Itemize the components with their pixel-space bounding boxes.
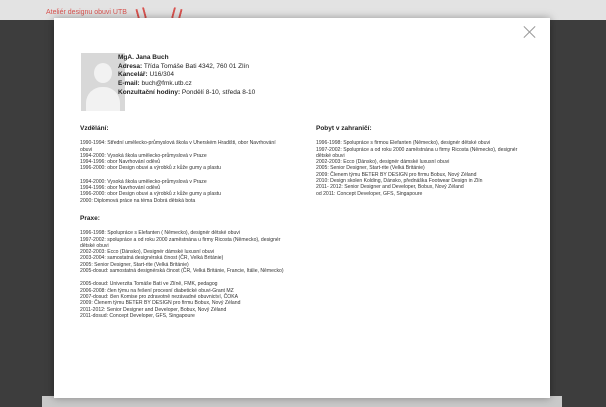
address-line: [118, 63, 255, 72]
abroad-entry: 2005: Senior Designer, Start-rite (Velká Británie): [316, 165, 425, 172]
practice-entry: 2003-2004: samostatná designérská činost (ČR, Velká Británie): [80, 255, 224, 262]
email-line: [118, 80, 255, 89]
abroad-title: Pobyt v zahraničí:: [316, 125, 372, 132]
practice-entry: 1996-1998: Spolupráce s Elefanten ( Německo), designér dětské obuvi: [80, 230, 240, 237]
abroad-entry: 2011- 2012: Senior Designer and Developer, Bobux, Nový Zéland: [316, 184, 464, 191]
right-column: [316, 126, 526, 197]
practice-entry: 1997-2002: spolupráce a od roku 2000 zaměstnána u firmy Ricosta (Německo), designér dětské obuvi: [80, 236, 281, 249]
education-entry: 1994-2000: Vysoká škola umělecko-průmyslová v Praze: [80, 152, 207, 159]
abroad-entry: 2010: Design skolen Kolding, Dánsko, přednáška Footwear Design in Zlín: [316, 178, 483, 185]
profile-modal: [54, 18, 550, 398]
address-label: Adresa:: [118, 62, 143, 70]
abroad-entry: 2009: Členem týmu BETER BY DESIGN pro firmu Bobux, Nový Zéland: [316, 171, 477, 178]
person-name: MgA. Jana Buch: [118, 54, 169, 61]
brand-link[interactable]: Ateliér designu obuvi UTB: [46, 9, 127, 16]
office-line: [118, 71, 255, 80]
office-label: Kancelář:: [118, 71, 148, 79]
avatar-head-shape: [94, 63, 112, 83]
spacer: [80, 274, 285, 281]
contact-info: [118, 54, 255, 98]
education-entry: 1994-2000: Vysoká škola umělecko-průmyslová v Praze: [80, 178, 207, 185]
practice-entry: 2007-dosud: člen Komise pro zdravotně nezávadné obuvnictví, ČOKA: [80, 293, 238, 300]
email-value[interactable]: buch@fmk.utb.cz: [141, 80, 192, 88]
office-value: U16/304: [149, 71, 175, 79]
abroad-entry: 1997-2002: Spolupráce a od roku 2000 zaměstnána u firmy Ricosta (Německo), designér dětské obuvi: [316, 146, 518, 159]
abroad-entry: 1996-1998: Spolupráce s firmou Elefanten (Německo), designér dětské obuvi: [316, 140, 491, 147]
practice-entry: 2011-2012: Senior Designer and Developer, Bobux, Nový Zéland: [80, 306, 227, 313]
spacer: [80, 204, 285, 216]
practice-entry: 2009: Členem týmu BETER BY DESIGN pro firmu Bobux, Nový Zéland: [80, 300, 241, 307]
education-entry: 1996-2000: obor Design obuvi a výrobků z kůže gumy a plastu: [80, 165, 222, 172]
practice-entry: 2011-dosud: Concept Developer, GFS, Singapoure: [80, 312, 195, 319]
hours-label: Konzultační hodiny:: [118, 88, 181, 96]
practice-entry: 2006-2008: člen týmu na řešení procesní diabetické obuvi-Grant MZ: [80, 287, 234, 294]
education-entry: 2000: Diplomová práce na téma Dobrá dětská bota: [80, 197, 196, 204]
abroad-entry: od 2011: Concept Developer, GFS, Singapoure: [316, 190, 423, 197]
close-icon[interactable]: [522, 24, 538, 40]
practice-title: Praxe:: [80, 214, 100, 222]
practice-entry: 2005: Senior Designer, Start-rite (Velká Británie): [80, 261, 189, 268]
education-entry: 1994-1996: obor Navrhování oděvů: [80, 185, 161, 192]
education-entry: 1990-1994: Střední umělecko-průmyslová škola v Uherském Hradišti, obor Navrhování obuvi: [80, 140, 276, 153]
email-label: E-mail:: [118, 80, 140, 88]
address-value: Třída Tomáše Bati 4342, 760 01 Zlín: [143, 62, 249, 70]
abroad-entry: 2002-2003: Ecco (Dánsko), designér dámské luxusní obuvi: [316, 159, 450, 166]
avatar-shoulders-shape: [86, 87, 120, 111]
left-column: [80, 126, 285, 319]
practice-entry: 2005-dosud: Univerzita Tomáše Bati ve Zlíně, FMK, pedagog: [80, 281, 218, 288]
practice-entry: 2005-dosud: samostatná designérská činost (ČR, Velká Británie, Francie, Itálie, Německo): [80, 268, 284, 275]
practice-entry: 2002-2003: Ecco (Dánsko), Designér dámské luxusní obuvi: [80, 249, 215, 256]
education-title: Vzdělání:: [80, 125, 109, 132]
education-entry: 1996-2000: obor Design obuvi a výrobků z kůže gumy a plastu: [80, 191, 222, 198]
hours-value: Pondělí 8-10, středa 8-10: [181, 88, 256, 96]
spacer: [80, 172, 285, 179]
education-entry: 1994-1996: obor Navrhování oděvů: [80, 159, 161, 166]
hours-line: [118, 89, 255, 98]
